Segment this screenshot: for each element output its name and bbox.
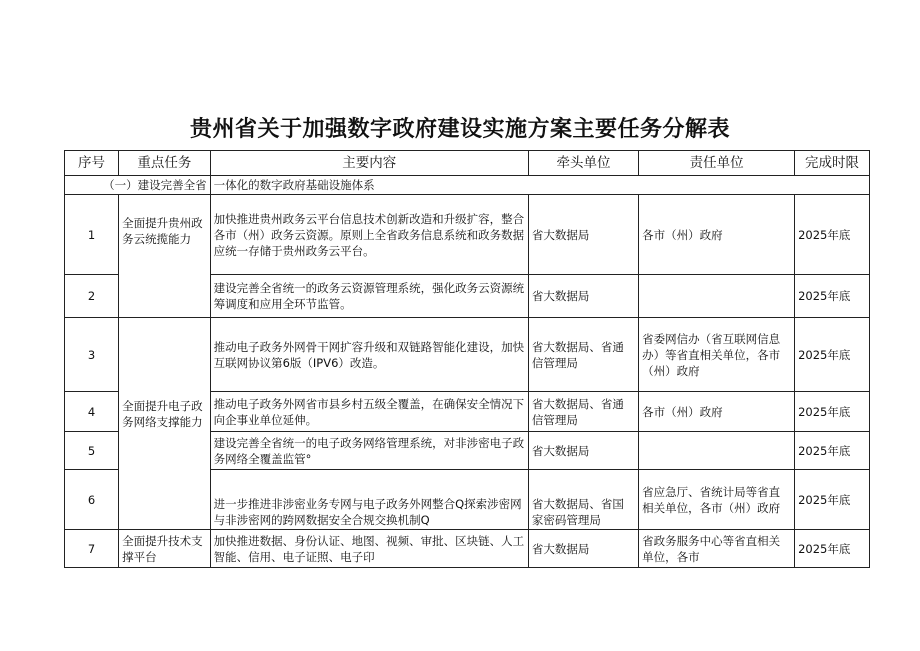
lead-unit-cell: 省大数据局 — [528, 530, 638, 568]
lead-unit-cell: 省大数据局、省通信管理局 — [528, 392, 638, 432]
header-index: 序号 — [65, 151, 119, 176]
header-responsible-unit: 责任单位 — [639, 151, 795, 176]
content-cell: 进一步推进非涉密业务专网与电子政务外网整合Q探索涉密网与非涉密网的跨网数据安全合规交换机制Q — [210, 470, 528, 530]
responsible-unit-cell: 省委网信办（省互联网信息办）等省直相关单位，各市（州）政府 — [639, 318, 795, 392]
row-index: 3 — [65, 318, 119, 392]
key-task-cell: 全面提升电子政务网络支撑能力 — [119, 318, 211, 530]
responsible-unit-cell — [639, 432, 795, 470]
responsible-unit-cell — [639, 275, 795, 318]
lead-unit-cell: 省大数据局 — [528, 275, 638, 318]
responsible-unit-cell: 各市（州）政府 — [639, 392, 795, 432]
row-index: 7 — [65, 530, 119, 568]
row-index: 2 — [65, 275, 119, 318]
header-content: 主要内容 — [210, 151, 528, 176]
row-index: 1 — [65, 195, 119, 275]
task-table — [64, 150, 870, 568]
deadline-cell: 2025年底 — [795, 432, 870, 470]
table-row — [65, 195, 870, 275]
header-row — [65, 151, 870, 176]
table-row — [65, 318, 870, 392]
deadline-cell: 2025年底 — [795, 195, 870, 275]
content-cell: 推动电子政务外网省市县乡村五级全覆盖，在确保安全情况下向企事业单位延伸。 — [210, 392, 528, 432]
content-cell: 推动电子政务外网骨干网扩容升级和双链路智能化建设，加快互联网协议第6版（IPV6）改造。 — [210, 318, 528, 392]
section-content: 一体化的数字政府基础设施体系 — [210, 176, 869, 195]
lead-unit-cell: 省大数据局、省国家密码管理局 — [528, 470, 638, 530]
row-index: 4 — [65, 392, 119, 432]
responsible-unit-cell: 省政务服务中心等省直相关单位，各市 — [639, 530, 795, 568]
row-index: 6 — [65, 470, 119, 530]
content-cell: 建设完善全省统一的政务云资源管理系统，强化政务云资源统筹调度和应用全环节监管。 — [210, 275, 528, 318]
section-label: （一）建设完善全省 — [65, 176, 211, 195]
row-index: 5 — [65, 432, 119, 470]
content-cell: 加快推进贵州政务云平台信息技术创新改造和升级扩容，整合各市（州）政务云资源。原则上全省政务信息系统和政务数据应统一存储于贵州政务云平台。 — [210, 195, 528, 275]
deadline-cell: 2025年底 — [795, 392, 870, 432]
responsible-unit-cell: 各市（州）政府 — [639, 195, 795, 275]
lead-unit-cell: 省大数据局 — [528, 432, 638, 470]
responsible-unit-cell: 省应急厅、省统计局等省直相关单位，各市（州）政府 — [639, 470, 795, 530]
header-key-task: 重点任务 — [119, 151, 211, 176]
deadline-cell: 2025年底 — [795, 318, 870, 392]
key-task-cell: 全面提升技术支撑平台 — [119, 530, 211, 568]
table-row — [65, 530, 870, 568]
header-lead-unit: 牵头单位 — [528, 151, 638, 176]
document-title: 贵州省关于加强数字政府建设实施方案主要任务分解表 — [189, 117, 730, 142]
deadline-cell: 2025年底 — [795, 470, 870, 530]
section-row — [65, 176, 870, 195]
header-deadline: 完成时限 — [795, 151, 870, 176]
content-cell: 建设完善全省统一的电子政务网络管理系统，对非涉密电子政务网络全覆盖监管° — [210, 432, 528, 470]
key-task-cell: 全面提升贵州政务云统揽能力 — [119, 195, 211, 318]
content-cell: 加快推进数据、身份认证、地图、视频、审批、区块链、人工智能、信用、电子证照、电子印 — [210, 530, 528, 568]
deadline-cell: 2025年底 — [795, 530, 870, 568]
lead-unit-cell: 省大数据局、省通信管理局 — [528, 318, 638, 392]
lead-unit-cell: 省大数据局 — [528, 195, 638, 275]
deadline-cell: 2025年底 — [795, 275, 870, 318]
